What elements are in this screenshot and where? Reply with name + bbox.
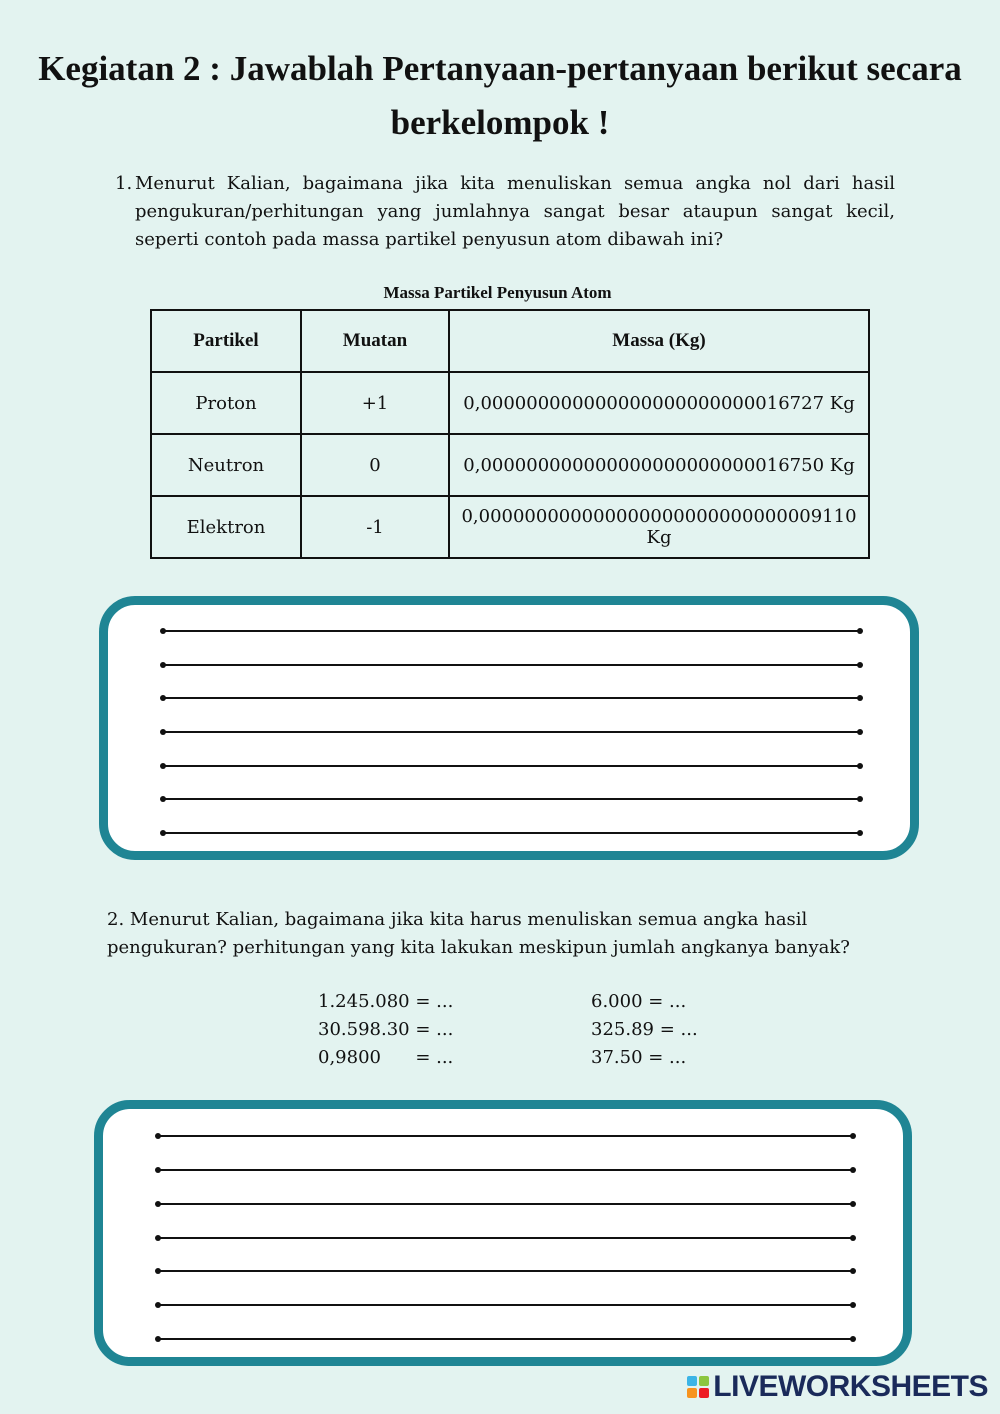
calc-item: 1.245.080 = ... <box>318 991 454 1012</box>
answer-box-2[interactable] <box>94 1100 912 1366</box>
liveworksheets-logo-text: LIVEWORKSHEETS <box>713 1370 988 1403</box>
calc-item: 0,9800 = ... <box>318 1047 454 1068</box>
answer-line[interactable] <box>158 1203 853 1205</box>
answer-line[interactable] <box>158 1304 853 1306</box>
calc-item: 6.000 = ... <box>591 991 687 1012</box>
question-2 <box>107 906 907 962</box>
particle-mass-table <box>150 309 870 559</box>
cell-mass: 0,000000000000000000000000016727 Kg <box>449 372 869 434</box>
answer-line[interactable] <box>163 765 860 767</box>
answer-line[interactable] <box>158 1135 853 1137</box>
header-massa: Massa (Kg) <box>449 310 869 372</box>
question-1 <box>115 170 895 254</box>
question-1-text: Menurut Kalian, bagaimana jika kita menuliskan semua angka nol dari hasil pengukuran/perhitungan yang jumlahnya sangat besar ataupun sangat kecil, seperti contoh pada massa partikel penyusun atom dibawah ini? <box>135 173 895 250</box>
cell-charge: -1 <box>301 496 449 558</box>
page-title <box>20 42 980 150</box>
page-title-line-2: berkelompok ! <box>390 103 610 142</box>
question-1-number: 1. <box>115 173 133 194</box>
answer-line[interactable] <box>163 664 860 666</box>
answer-line[interactable] <box>158 1237 853 1239</box>
calc-item: 30.598.30 = ... <box>318 1019 454 1040</box>
calculations-left <box>318 988 453 1072</box>
cell-charge: 0 <box>301 434 449 496</box>
header-muatan: Muatan <box>301 310 449 372</box>
answer-box-1[interactable] <box>99 596 919 860</box>
calc-item: 325.89 = ... <box>591 1019 698 1040</box>
answer-line[interactable] <box>163 630 860 632</box>
table-caption: Massa Partikel Penyusun Atom <box>383 283 612 302</box>
liveworksheets-logo-icon <box>687 1376 709 1398</box>
cell-charge: +1 <box>301 372 449 434</box>
table-row <box>151 372 869 434</box>
answer-line[interactable] <box>163 697 860 699</box>
cell-particle: Proton <box>151 372 301 434</box>
cell-mass: 0,000000000000000000000000016750 Kg <box>449 434 869 496</box>
liveworksheets-logo <box>687 1370 988 1404</box>
answer-line[interactable] <box>163 731 860 733</box>
question-2-text: 2. Menurut Kalian, bagaimana jika kita harus menuliskan semua angka hasil pengukuran? perhitungan yang kita lakukan meskipun jumlah angkanya banyak? <box>107 909 850 958</box>
answer-line[interactable] <box>163 832 860 834</box>
answer-line[interactable] <box>158 1270 853 1272</box>
cell-particle: Neutron <box>151 434 301 496</box>
header-partikel: Partikel <box>151 310 301 372</box>
table-row <box>151 496 869 558</box>
cell-particle: Elektron <box>151 496 301 558</box>
answer-line[interactable] <box>163 798 860 800</box>
page-title-line-1: Kegiatan 2 : Jawablah Pertanyaan-pertanyaan berikut secara <box>38 49 962 88</box>
table-row <box>151 434 869 496</box>
calc-item: 37.50 = ... <box>591 1047 687 1068</box>
answer-line[interactable] <box>158 1169 853 1171</box>
cell-mass: 0,000000000000000000000000000009110 Kg <box>449 496 869 558</box>
answer-line[interactable] <box>158 1338 853 1340</box>
calculations-right <box>591 988 698 1072</box>
table-header-row <box>151 310 869 372</box>
